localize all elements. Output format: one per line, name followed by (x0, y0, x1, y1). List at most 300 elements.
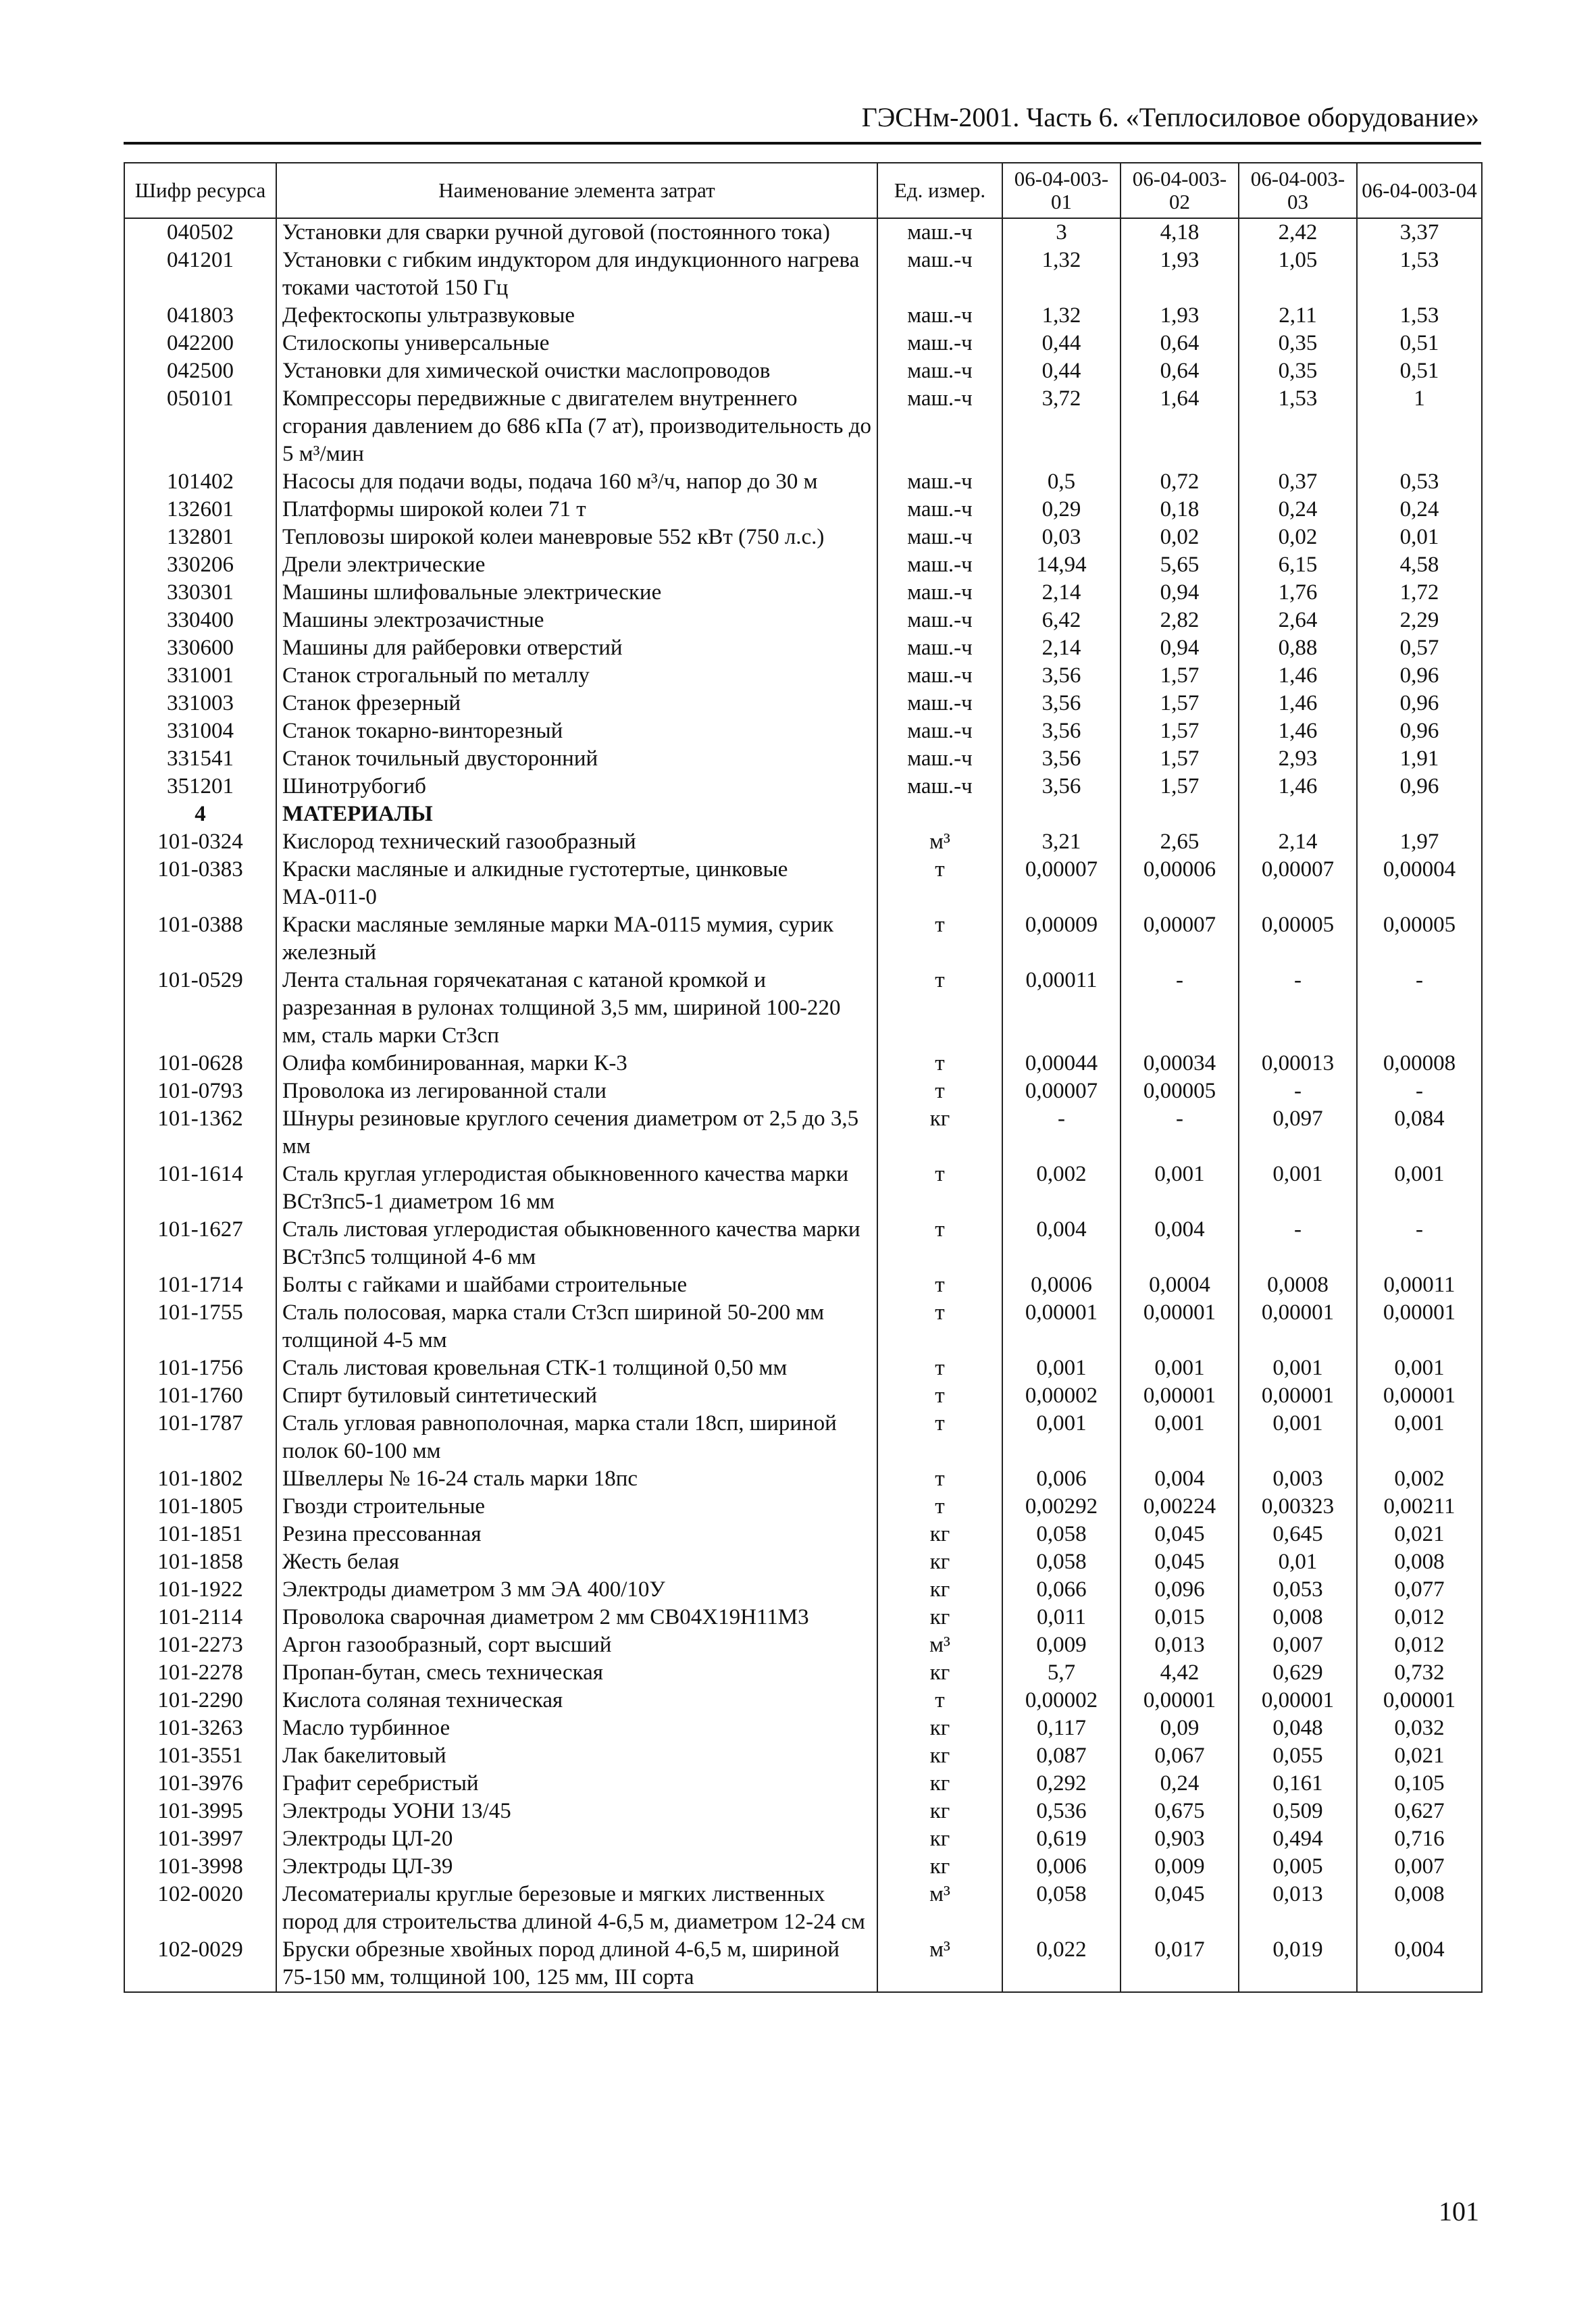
cell-name: Электроды диаметром 3 мм ЭА 400/10У (276, 1576, 877, 1604)
cell-v4: 0,084 (1357, 1105, 1482, 1161)
cell-unit: кг (877, 1521, 1002, 1548)
table-row (124, 1742, 1482, 1770)
cell-v3: 0,007 (1239, 1631, 1357, 1659)
cell-unit: м³ (877, 1936, 1002, 1992)
cell-code: 101-3551 (124, 1742, 276, 1770)
table-row (124, 330, 1482, 357)
cell-unit: м³ (877, 1881, 1002, 1936)
cell-unit: т (877, 1410, 1002, 1465)
cell-v2: 0,009 (1121, 1853, 1239, 1881)
cell-name: Проволока из легированной стали (276, 1077, 877, 1105)
table-row (124, 1465, 1482, 1493)
cell-v2: 0,64 (1121, 357, 1239, 385)
cell-code: 101-3976 (124, 1770, 276, 1798)
cell-v1: 1,32 (1002, 302, 1121, 330)
cell-unit: т (877, 1216, 1002, 1271)
cell-v4: 0,732 (1357, 1659, 1482, 1687)
cell-unit: маш.-ч (877, 357, 1002, 385)
cell-code: 101-1922 (124, 1576, 276, 1604)
cell-unit: маш.-ч (877, 218, 1002, 247)
cell-code: 101-0388 (124, 911, 276, 967)
table-row (124, 468, 1482, 496)
table-row (124, 1493, 1482, 1521)
cell-v1: 3,21 (1002, 828, 1121, 856)
cell-v2: - (1121, 967, 1239, 1050)
cell-code: 101402 (124, 468, 276, 496)
cell-v2: 0,24 (1121, 1770, 1239, 1798)
table-row (124, 1521, 1482, 1548)
cell-name: Установки с гибким индуктором для индукционного нагрева токами частотой 150 Гц (276, 247, 877, 302)
cell-v4 (1357, 800, 1482, 828)
cell-v4: 0,00001 (1357, 1687, 1482, 1714)
cell-code: 050101 (124, 385, 276, 468)
cell-v3: 0,001 (1239, 1354, 1357, 1382)
cell-v1: 0,002 (1002, 1161, 1121, 1216)
cell-v2: 0,045 (1121, 1521, 1239, 1548)
cell-unit (877, 800, 1002, 828)
cell-v4: 0,01 (1357, 524, 1482, 551)
cell-v3: - (1239, 967, 1357, 1050)
cell-v3: 0,00323 (1239, 1493, 1357, 1521)
cell-v4: 0,012 (1357, 1604, 1482, 1631)
table-row (124, 856, 1482, 911)
cell-code: 102-0029 (124, 1936, 276, 1992)
cell-v2: 0,00224 (1121, 1493, 1239, 1521)
cell-unit: маш.-ч (877, 745, 1002, 773)
cell-code: 101-1851 (124, 1521, 276, 1548)
col-header-unit: Ед. измер. (877, 163, 1002, 218)
cell-v3: 0,509 (1239, 1798, 1357, 1825)
cell-v2: 0,64 (1121, 330, 1239, 357)
cell-unit: маш.-ч (877, 607, 1002, 634)
cell-v1: 0,00011 (1002, 967, 1121, 1050)
cell-v3: 0,00005 (1239, 911, 1357, 967)
cell-v2: 0,004 (1121, 1465, 1239, 1493)
table-row (124, 828, 1482, 856)
cell-v4: 0,53 (1357, 468, 1482, 496)
cell-name: Лак бакелитовый (276, 1742, 877, 1770)
cell-v3: 1,46 (1239, 717, 1357, 745)
cell-v3: 6,15 (1239, 551, 1357, 579)
cell-v4: 0,021 (1357, 1521, 1482, 1548)
cell-unit: маш.-ч (877, 579, 1002, 607)
table-row (124, 773, 1482, 800)
table-row (124, 1853, 1482, 1881)
table-row (124, 1299, 1482, 1354)
cell-v2: 0,001 (1121, 1354, 1239, 1382)
cell-v1: 0,5 (1002, 468, 1121, 496)
cell-v1: 14,94 (1002, 551, 1121, 579)
cell-v1: 3,56 (1002, 745, 1121, 773)
cell-v1: 0,022 (1002, 1936, 1121, 1992)
cell-v4: 0,00001 (1357, 1382, 1482, 1410)
cell-v4: 1,53 (1357, 247, 1482, 302)
cell-v1: 0,009 (1002, 1631, 1121, 1659)
cell-v2: 1,93 (1121, 302, 1239, 330)
cell-v4: 0,716 (1357, 1825, 1482, 1853)
cell-v3: 1,05 (1239, 247, 1357, 302)
cell-name: Шнуры резиновые круглого сечения диаметром от 2,5 до 3,5 мм (276, 1105, 877, 1161)
cell-name: Масло турбинное (276, 1714, 877, 1742)
cell-v1: 0,087 (1002, 1742, 1121, 1770)
table-row (124, 302, 1482, 330)
cell-v4: 0,032 (1357, 1714, 1482, 1742)
cell-v1: 0,011 (1002, 1604, 1121, 1631)
cell-code: 331004 (124, 717, 276, 745)
cell-code: 042200 (124, 330, 276, 357)
cell-v2: 1,93 (1121, 247, 1239, 302)
table-row (124, 1881, 1482, 1936)
table-row (124, 579, 1482, 607)
cell-v4: 0,004 (1357, 1936, 1482, 1992)
cell-code: 330206 (124, 551, 276, 579)
cell-v4: 2,29 (1357, 607, 1482, 634)
cell-v3: 2,64 (1239, 607, 1357, 634)
cell-v3: 0,053 (1239, 1576, 1357, 1604)
cell-unit: маш.-ч (877, 551, 1002, 579)
cell-v4: 0,57 (1357, 634, 1482, 662)
cell-v2: 0,045 (1121, 1548, 1239, 1576)
cell-v2 (1121, 800, 1239, 828)
cell-v1: 0,058 (1002, 1548, 1121, 1576)
cell-name: Проволока сварочная диаметром 2 мм СВ04Х19Н11М3 (276, 1604, 877, 1631)
cell-v4: - (1357, 967, 1482, 1050)
cell-v1: 0,006 (1002, 1853, 1121, 1881)
table-row (124, 1105, 1482, 1161)
cell-v2: 2,82 (1121, 607, 1239, 634)
cell-v2: 0,001 (1121, 1410, 1239, 1465)
cell-name: Дефектоскопы ультразвуковые (276, 302, 877, 330)
cell-unit: кг (877, 1770, 1002, 1798)
cell-v2: 0,00006 (1121, 856, 1239, 911)
table-row (124, 1936, 1482, 1992)
cell-code: 041201 (124, 247, 276, 302)
cell-v2: 0,09 (1121, 1714, 1239, 1742)
table-row (124, 1798, 1482, 1825)
table-row (124, 247, 1482, 302)
table-row (124, 1077, 1482, 1105)
cell-v2: 0,0004 (1121, 1271, 1239, 1299)
table-row (124, 1770, 1482, 1798)
page-number: 101 (1439, 2196, 1479, 2227)
cell-v1: 0,058 (1002, 1881, 1121, 1936)
table-row (124, 385, 1482, 468)
cell-unit: кг (877, 1576, 1002, 1604)
header-divider (124, 142, 1481, 145)
cell-unit: маш.-ч (877, 634, 1002, 662)
cell-name: Бруски обрезные хвойных пород длиной 4-6,5 м, шириной 75-150 мм, толщиной 100, 125 мм, III сорта (276, 1936, 877, 1992)
cell-v4: 1,53 (1357, 302, 1482, 330)
cell-v1: 2,14 (1002, 579, 1121, 607)
cell-v4: 0,96 (1357, 690, 1482, 717)
cell-v3: 0,645 (1239, 1521, 1357, 1548)
cell-unit: маш.-ч (877, 330, 1002, 357)
cell-name: Тепловозы широкой колеи маневровые 552 кВт (750 л.с.) (276, 524, 877, 551)
cell-name: Дрели электрические (276, 551, 877, 579)
cell-v1: 3,56 (1002, 690, 1121, 717)
table-row (124, 1659, 1482, 1687)
table-row (124, 1161, 1482, 1216)
cell-unit: кг (877, 1742, 1002, 1770)
cell-v2: 0,903 (1121, 1825, 1239, 1853)
cell-v1: 3 (1002, 218, 1121, 247)
cell-code: 101-1805 (124, 1493, 276, 1521)
cell-v1: 0,001 (1002, 1354, 1121, 1382)
cell-name: Резина прессованная (276, 1521, 877, 1548)
cell-name: Станок точильный двусторонний (276, 745, 877, 773)
table-row (124, 1271, 1482, 1299)
cell-v4: 1,91 (1357, 745, 1482, 773)
cell-unit: маш.-ч (877, 773, 1002, 800)
table-row (124, 1687, 1482, 1714)
cell-v1: 0,058 (1002, 1521, 1121, 1548)
cell-name: Спирт бутиловый синтетический (276, 1382, 877, 1410)
cell-v3: 1,46 (1239, 773, 1357, 800)
cell-v3: - (1239, 1077, 1357, 1105)
cell-v3: 0,001 (1239, 1410, 1357, 1465)
cell-name: Станок строгальный по металлу (276, 662, 877, 690)
cell-v1: 0,00044 (1002, 1050, 1121, 1077)
cell-code: 101-0628 (124, 1050, 276, 1077)
cell-v1: 0,00002 (1002, 1687, 1121, 1714)
cell-v3: 0,008 (1239, 1604, 1357, 1631)
cell-v1: 0,00009 (1002, 911, 1121, 967)
cell-unit: т (877, 1354, 1002, 1382)
table-row (124, 1216, 1482, 1271)
cell-name: Установки для химической очистки маслопроводов (276, 357, 877, 385)
cell-v1: 0,00002 (1002, 1382, 1121, 1410)
cell-v4: 0,51 (1357, 357, 1482, 385)
col-header-c2: 06-04-003-02 (1121, 163, 1239, 218)
cell-v4: 3,37 (1357, 218, 1482, 247)
cell-v4: 0,96 (1357, 662, 1482, 690)
cell-code: 101-2290 (124, 1687, 276, 1714)
cell-unit: т (877, 1161, 1002, 1216)
cell-code: 101-3995 (124, 1798, 276, 1825)
cell-code: 101-1755 (124, 1299, 276, 1354)
cell-v1: 0,536 (1002, 1798, 1121, 1825)
cell-unit: кг (877, 1853, 1002, 1881)
cell-name: Графит серебристый (276, 1770, 877, 1798)
cell-v2: 0,045 (1121, 1881, 1239, 1936)
cell-v2: 0,00001 (1121, 1687, 1239, 1714)
cell-v2: 0,017 (1121, 1936, 1239, 1992)
cell-name: Стилоскопы универсальные (276, 330, 877, 357)
cell-v3: 1,76 (1239, 579, 1357, 607)
cell-unit: м³ (877, 1631, 1002, 1659)
cell-code: 101-0529 (124, 967, 276, 1050)
cell-code: 101-1714 (124, 1271, 276, 1299)
cell-name: Электроды ЦЛ-39 (276, 1853, 877, 1881)
table-row (124, 967, 1482, 1050)
table-row (124, 1410, 1482, 1465)
cell-code: 132801 (124, 524, 276, 551)
cell-unit: кг (877, 1659, 1002, 1687)
cell-v2: 1,57 (1121, 717, 1239, 745)
cell-v4: 0,00211 (1357, 1493, 1482, 1521)
table-row (124, 717, 1482, 745)
table-row (124, 1576, 1482, 1604)
cell-v3: 0,00001 (1239, 1687, 1357, 1714)
cell-unit: кг (877, 1548, 1002, 1576)
cell-name: Болты с гайками и шайбами строительные (276, 1271, 877, 1299)
cell-code: 101-2114 (124, 1604, 276, 1631)
cell-v3: 0,00013 (1239, 1050, 1357, 1077)
cell-v4: 0,001 (1357, 1161, 1482, 1216)
cell-v1: 0,00292 (1002, 1493, 1121, 1521)
cell-unit: маш.-ч (877, 385, 1002, 468)
cell-unit: т (877, 1271, 1002, 1299)
cell-v4: 0,00008 (1357, 1050, 1482, 1077)
cell-v1: 0,066 (1002, 1576, 1121, 1604)
table-row (124, 607, 1482, 634)
cell-v1: 3,56 (1002, 773, 1121, 800)
cell-code: 101-3998 (124, 1853, 276, 1881)
cell-unit: маш.-ч (877, 662, 1002, 690)
cell-v2: 1,64 (1121, 385, 1239, 468)
cell-code: 101-1802 (124, 1465, 276, 1493)
table-row (124, 551, 1482, 579)
cell-name: Станок фрезерный (276, 690, 877, 717)
cell-v3: 0,37 (1239, 468, 1357, 496)
cell-v4: - (1357, 1077, 1482, 1105)
table-row (124, 1548, 1482, 1576)
cell-v3: 0,35 (1239, 330, 1357, 357)
table-row (124, 218, 1482, 247)
cell-v2: 0,94 (1121, 579, 1239, 607)
cell-v3: 1,46 (1239, 662, 1357, 690)
cell-v2: 0,00001 (1121, 1299, 1239, 1354)
cell-v2: 1,57 (1121, 745, 1239, 773)
cell-code: 331003 (124, 690, 276, 717)
cell-unit: т (877, 967, 1002, 1050)
cell-v2: - (1121, 1105, 1239, 1161)
cell-name: Сталь листовая кровельная СТК-1 толщиной 0,50 мм (276, 1354, 877, 1382)
table-row (124, 911, 1482, 967)
cell-v3: 0,00001 (1239, 1299, 1357, 1354)
cell-v1: 0,44 (1002, 357, 1121, 385)
cell-v4: 1,72 (1357, 579, 1482, 607)
cell-v2: 0,00001 (1121, 1382, 1239, 1410)
cell-code: 351201 (124, 773, 276, 800)
cell-v3: 2,93 (1239, 745, 1357, 773)
table-row (124, 1714, 1482, 1742)
cell-v3: 0,00001 (1239, 1382, 1357, 1410)
cell-v1: 0,004 (1002, 1216, 1121, 1271)
cell-unit: кг (877, 1604, 1002, 1631)
cell-v4: 0,24 (1357, 496, 1482, 524)
cell-v2: 0,18 (1121, 496, 1239, 524)
cell-v1: 0,03 (1002, 524, 1121, 551)
cell-v1: 5,7 (1002, 1659, 1121, 1687)
cell-v3: 0,02 (1239, 524, 1357, 551)
table-row (124, 1050, 1482, 1077)
cell-v4: 0,007 (1357, 1853, 1482, 1881)
cell-v2: 4,18 (1121, 218, 1239, 247)
cell-code: 101-1614 (124, 1161, 276, 1216)
cell-unit: т (877, 1687, 1002, 1714)
cell-name: Краски масляные и алкидные густотертые, цинковые МА-011-0 (276, 856, 877, 911)
cell-v1: 6,42 (1002, 607, 1121, 634)
table-row (124, 745, 1482, 773)
cell-v3: 0,048 (1239, 1714, 1357, 1742)
cell-v3: 1,53 (1239, 385, 1357, 468)
cell-name: Установки для сварки ручной дуговой (постоянного тока) (276, 218, 877, 247)
cell-unit: т (877, 1465, 1002, 1493)
cell-v2: 0,013 (1121, 1631, 1239, 1659)
cell-v3: 0,055 (1239, 1742, 1357, 1770)
cell-v1: 3,56 (1002, 662, 1121, 690)
cell-name: Сталь угловая равнополочная, марка стали 18сп, шириной полок 60-100 мм (276, 1410, 877, 1465)
cell-unit: т (877, 1077, 1002, 1105)
cell-v4: 0,00004 (1357, 856, 1482, 911)
cell-v3: 0,00007 (1239, 856, 1357, 911)
cell-code: 331001 (124, 662, 276, 690)
cell-code: 042500 (124, 357, 276, 385)
cell-v2: 0,02 (1121, 524, 1239, 551)
cell-unit: т (877, 911, 1002, 967)
cell-v1: 0,0006 (1002, 1271, 1121, 1299)
cell-name: Компрессоры передвижные с двигателем внутреннего сгорания давлением до 686 кПа (7 ат), производительность до 5 м³/мин (276, 385, 877, 468)
cell-v3: 0,01 (1239, 1548, 1357, 1576)
cell-unit: кг (877, 1105, 1002, 1161)
cell-unit: маш.-ч (877, 717, 1002, 745)
cell-name: Пропан-бутан, смесь техническая (276, 1659, 877, 1687)
cell-v2: 0,00005 (1121, 1077, 1239, 1105)
cell-v3: 0,494 (1239, 1825, 1357, 1853)
resource-table (124, 162, 1483, 1993)
cell-name: Кислота соляная техническая (276, 1687, 877, 1714)
cell-name: Электроды УОНИ 13/45 (276, 1798, 877, 1825)
cell-v2: 0,00034 (1121, 1050, 1239, 1077)
cell-unit: т (877, 1493, 1002, 1521)
cell-name: Аргон газообразный, сорт высший (276, 1631, 877, 1659)
cell-code: 330600 (124, 634, 276, 662)
cell-v2: 0,72 (1121, 468, 1239, 496)
cell-v3: 0,88 (1239, 634, 1357, 662)
cell-unit: маш.-ч (877, 496, 1002, 524)
cell-v4: 0,008 (1357, 1548, 1482, 1576)
cell-v3: 0,161 (1239, 1770, 1357, 1798)
cell-unit: т (877, 1050, 1002, 1077)
cell-code: 4 (124, 800, 276, 828)
cell-v4: 1,97 (1357, 828, 1482, 856)
col-header-code: Шифр ресурса (124, 163, 276, 218)
cell-code: 101-0383 (124, 856, 276, 911)
col-header-c1: 06-04-003-01 (1002, 163, 1121, 218)
cell-v3: 2,11 (1239, 302, 1357, 330)
cell-v4: 0,96 (1357, 773, 1482, 800)
cell-v3: 1,46 (1239, 690, 1357, 717)
cell-name: Сталь листовая углеродистая обыкновенного качества марки ВСт3пс5 толщиной 4-6 мм (276, 1216, 877, 1271)
cell-unit: маш.-ч (877, 247, 1002, 302)
cell-name: Лесоматериалы круглые березовые и мягких лиственных пород для строительства длиной 4-6,5 м, диаметром 12-24 см (276, 1881, 877, 1936)
cell-v3: 0,35 (1239, 357, 1357, 385)
cell-v3: 0,019 (1239, 1936, 1357, 1992)
table-header-row (124, 163, 1482, 218)
cell-v4: 0,077 (1357, 1576, 1482, 1604)
cell-code: 102-0020 (124, 1881, 276, 1936)
cell-v1: 0,117 (1002, 1714, 1121, 1742)
cell-code: 331541 (124, 745, 276, 773)
table-row (124, 662, 1482, 690)
cell-v1: 0,006 (1002, 1465, 1121, 1493)
cell-v1: 0,00007 (1002, 1077, 1121, 1105)
cell-code: 101-3997 (124, 1825, 276, 1853)
cell-v2: 2,65 (1121, 828, 1239, 856)
cell-v2: 5,65 (1121, 551, 1239, 579)
cell-code: 101-2278 (124, 1659, 276, 1687)
